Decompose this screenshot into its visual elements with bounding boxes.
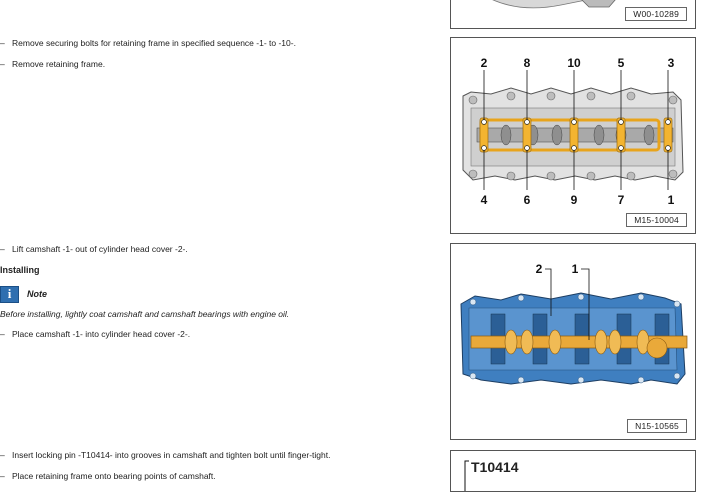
figure-bolt-sequence (450, 37, 696, 234)
step-remove-bolts (0, 38, 296, 49)
step-insert-pin (0, 450, 330, 461)
tool-title: T10414 (471, 459, 519, 475)
figure-code: M15-10004 (626, 213, 687, 227)
step-place-frame (0, 471, 216, 482)
figure-camshaft (450, 243, 696, 440)
step-lift-camshaft (0, 244, 188, 255)
step-text: Place camshaft -1- into cylinder head cover -2-. (12, 329, 191, 339)
installing-heading: Installing (0, 265, 40, 275)
part-label: 1 (571, 262, 579, 276)
step-text: Remove retaining frame. (12, 59, 106, 69)
step-dash: – (0, 471, 5, 481)
bolt-number-bottom: 9 (570, 193, 578, 207)
step-dash: – (0, 450, 5, 460)
step-dash: – (0, 244, 5, 254)
step-dash: – (0, 329, 5, 339)
cylinder-head-bolt-diagram (451, 38, 695, 233)
step-text: Remove securing bolts for retaining frame in specified sequence -1- to -10-. (12, 38, 296, 48)
camshaft-cover-diagram (451, 244, 695, 439)
note-text: Before installing, lightly coat camshaft and camshaft bearings with engine oil. (0, 309, 290, 319)
step-text: Place retaining frame onto bearing points of camshaft. (12, 471, 216, 481)
step-dash: – (0, 38, 5, 48)
info-icon: i (0, 286, 19, 303)
bolt-number-bottom: 7 (617, 193, 625, 207)
bolt-number-bottom: 4 (480, 193, 488, 207)
note-label: Note (27, 289, 47, 299)
step-text: Lift camshaft -1- out of cylinder head cover -2-. (12, 244, 188, 254)
figure-code: N15-10565 (627, 419, 687, 433)
bolt-number-top: 3 (667, 56, 675, 70)
step-place-camshaft (0, 329, 190, 340)
figure-top-partial (450, 0, 696, 29)
bolt-number-bottom: 6 (523, 193, 531, 207)
step-remove-frame (0, 59, 105, 70)
bolt-number-bottom: 1 (667, 193, 675, 207)
bolt-number-top: 5 (617, 56, 625, 70)
figure-code: W00-10289 (625, 7, 687, 21)
part-label: 2 (535, 262, 543, 276)
bolt-number-top: 8 (523, 56, 531, 70)
bolt-number-top: 2 (480, 56, 488, 70)
step-dash: – (0, 59, 5, 69)
step-text: Insert locking pin -T10414- into grooves in camshaft and tighten bolt until finger-tight. (12, 450, 331, 460)
bolt-number-top: 10 (567, 56, 581, 70)
note-row (0, 286, 47, 302)
figure-tool (450, 450, 696, 492)
